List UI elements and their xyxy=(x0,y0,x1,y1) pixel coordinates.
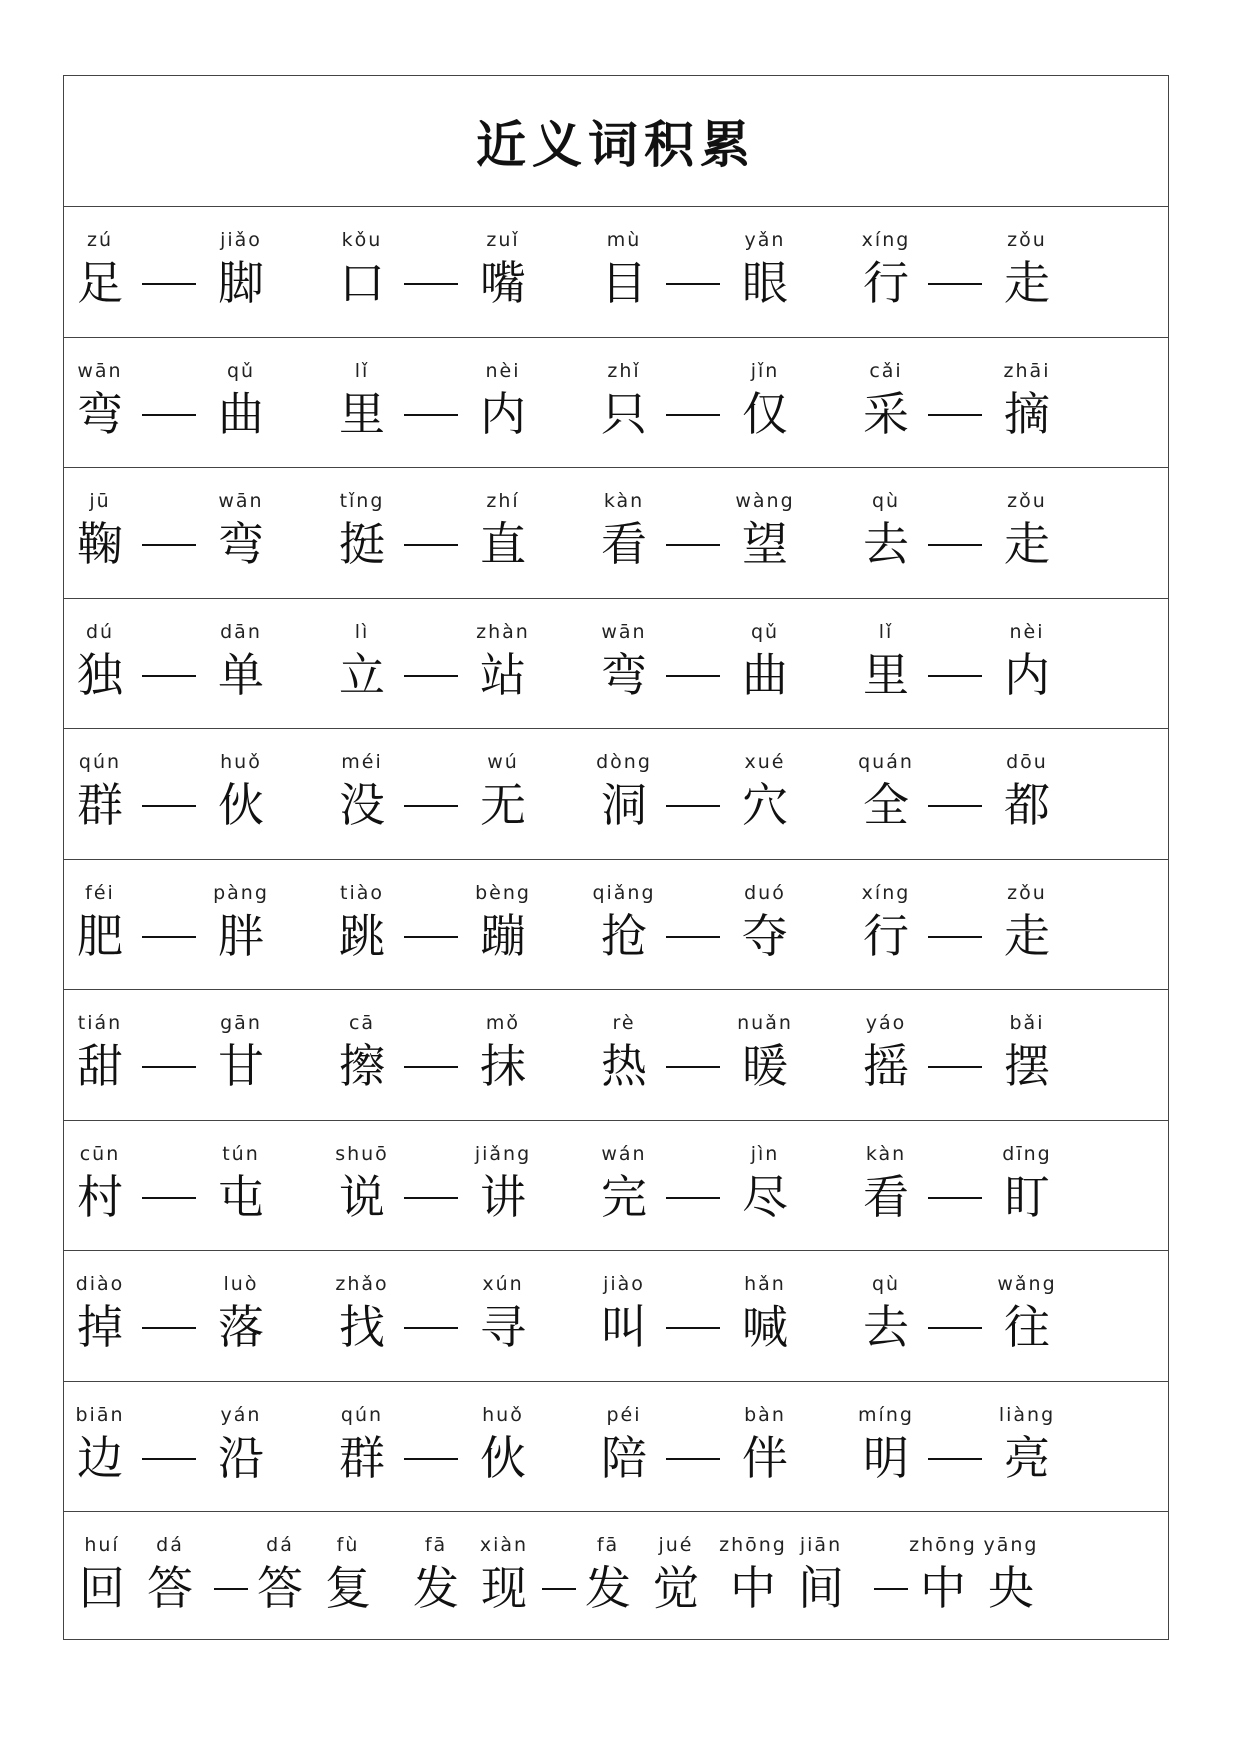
word-pair-row xyxy=(64,860,1168,991)
hanzi: 抢 xyxy=(601,908,647,963)
pinyin: wān xyxy=(77,359,123,382)
pinyin: jìn xyxy=(750,1142,780,1165)
pair-dash xyxy=(404,1066,458,1068)
hanzi: 穴 xyxy=(742,778,788,832)
hanzi: 独 xyxy=(77,647,123,702)
pair-dash xyxy=(142,414,196,416)
worksheet xyxy=(63,75,1169,1640)
hanzi: 央 xyxy=(988,1561,1034,1615)
pair-dash xyxy=(542,1588,576,1590)
hanzi: 里 xyxy=(339,386,385,441)
pinyin: pàng xyxy=(213,881,269,904)
pinyin: lǐ xyxy=(878,620,894,643)
pinyin: dú xyxy=(85,620,115,643)
hanzi: 陪 xyxy=(601,1430,647,1485)
title-row xyxy=(64,76,1168,207)
pair-dash xyxy=(404,1327,458,1329)
hanzi: 叫 xyxy=(601,1300,647,1354)
pinyin: hǎn xyxy=(744,1273,786,1295)
pinyin: liàng xyxy=(998,1403,1056,1426)
pair-dash xyxy=(928,675,982,677)
hanzi: 盯 xyxy=(1004,1169,1050,1224)
pair-dash xyxy=(666,1458,720,1460)
pinyin: jiān xyxy=(799,1534,843,1556)
pinyin: biān xyxy=(75,1403,125,1426)
pair-dash xyxy=(928,414,982,416)
pair-dash xyxy=(666,1327,720,1329)
hanzi: 复 xyxy=(325,1561,371,1615)
hanzi: 现 xyxy=(481,1561,527,1615)
hanzi: 落 xyxy=(218,1300,264,1354)
pinyin: quán xyxy=(858,751,914,773)
hanzi: 脚 xyxy=(218,256,264,310)
pinyin: cūn xyxy=(79,1142,121,1165)
pinyin: wàng xyxy=(735,490,795,512)
pair-dash xyxy=(928,936,982,938)
pinyin: yáo xyxy=(865,1012,907,1034)
pinyin: qǔ xyxy=(226,359,256,382)
pinyin: huǒ xyxy=(220,751,262,773)
pair-dash xyxy=(404,414,458,416)
pair-dash xyxy=(666,544,720,546)
pinyin: lǐ xyxy=(354,359,370,382)
pair-dash xyxy=(142,544,196,546)
pair-dash xyxy=(928,1066,982,1068)
hanzi: 暖 xyxy=(742,1039,788,1093)
pinyin: yāng xyxy=(983,1534,1039,1556)
pair-dash xyxy=(404,1458,458,1460)
hanzi: 采 xyxy=(863,386,909,441)
pinyin: jǐn xyxy=(750,359,780,382)
hanzi: 边 xyxy=(77,1430,123,1485)
pinyin: zǒu xyxy=(1007,229,1047,251)
hanzi: 寻 xyxy=(480,1300,526,1354)
pinyin: qù xyxy=(871,490,901,512)
pinyin: nuǎn xyxy=(737,1012,793,1034)
pair-dash xyxy=(142,805,196,807)
word-pair-rows xyxy=(64,207,1168,1643)
pinyin: mǒ xyxy=(485,1012,521,1034)
pinyin: qù xyxy=(871,1273,901,1295)
pair-dash xyxy=(928,1197,982,1199)
hanzi: 没 xyxy=(339,778,385,832)
hanzi: 掉 xyxy=(77,1300,123,1354)
pinyin: huǒ xyxy=(482,1403,524,1426)
hanzi: 抹 xyxy=(480,1039,526,1093)
pinyin: qún xyxy=(340,1403,384,1426)
hanzi: 明 xyxy=(863,1430,909,1485)
pinyin: bèng xyxy=(475,881,531,904)
hanzi: 摇 xyxy=(863,1039,909,1093)
pair-dash xyxy=(142,1327,196,1329)
pinyin: wǎng xyxy=(997,1273,1057,1295)
pair-dash xyxy=(404,936,458,938)
hanzi: 热 xyxy=(601,1039,647,1093)
hanzi: 口 xyxy=(339,256,385,310)
word-pair-row xyxy=(64,338,1168,469)
hanzi: 直 xyxy=(480,517,526,571)
pair-dash xyxy=(874,1588,908,1590)
hanzi: 喊 xyxy=(742,1300,788,1354)
hanzi: 沿 xyxy=(218,1430,264,1485)
hanzi: 走 xyxy=(1004,517,1050,571)
pinyin: zhàn xyxy=(476,620,530,643)
pinyin: tián xyxy=(77,1012,123,1034)
hanzi: 胖 xyxy=(218,908,264,963)
hanzi: 曲 xyxy=(742,647,788,702)
pinyin: féi xyxy=(85,881,115,904)
hanzi: 肥 xyxy=(77,908,123,963)
hanzi: 蹦 xyxy=(480,908,526,963)
hanzi: 擦 xyxy=(339,1039,385,1093)
pinyin: gān xyxy=(220,1012,262,1034)
hanzi: 内 xyxy=(1004,647,1050,702)
pair-dash xyxy=(666,936,720,938)
hanzi: 足 xyxy=(77,256,123,310)
hanzi: 夺 xyxy=(742,908,788,963)
hanzi: 看 xyxy=(601,517,647,571)
hanzi: 答 xyxy=(257,1561,303,1615)
pinyin: dīng xyxy=(1002,1142,1052,1165)
pinyin: méi xyxy=(341,751,383,773)
pinyin: rè xyxy=(612,1012,636,1034)
hanzi: 里 xyxy=(863,647,909,702)
pinyin: qún xyxy=(78,751,122,773)
pinyin: yán xyxy=(220,1403,262,1426)
hanzi: 弯 xyxy=(601,647,647,702)
hanzi: 都 xyxy=(1004,778,1050,832)
hanzi: 望 xyxy=(742,517,788,571)
hanzi: 完 xyxy=(601,1169,647,1224)
pair-dash xyxy=(666,1066,720,1068)
pinyin: xiàn xyxy=(479,1534,529,1556)
pair-dash xyxy=(928,283,982,285)
pair-dash xyxy=(142,1197,196,1199)
pinyin: tún xyxy=(222,1142,260,1165)
pinyin: kàn xyxy=(865,1142,907,1165)
pinyin: míng xyxy=(858,1403,914,1426)
hanzi: 走 xyxy=(1004,908,1050,963)
hanzi: 群 xyxy=(77,778,123,832)
pair-dash xyxy=(142,283,196,285)
pinyin: péi xyxy=(606,1403,642,1426)
hanzi: 跳 xyxy=(339,908,385,963)
pinyin: mù xyxy=(606,229,642,251)
hanzi: 觉 xyxy=(653,1561,699,1615)
hanzi: 说 xyxy=(339,1169,385,1224)
pair-dash xyxy=(928,544,982,546)
pair-dash xyxy=(666,675,720,677)
pinyin: dá xyxy=(156,1534,184,1556)
hanzi: 尽 xyxy=(742,1169,788,1224)
pinyin: zhōng xyxy=(909,1534,977,1556)
pinyin: kǒu xyxy=(341,229,383,251)
word-pair-row xyxy=(64,207,1168,338)
hanzi: 去 xyxy=(863,1300,909,1354)
pinyin: zuǐ xyxy=(486,229,520,251)
hanzi: 摆 xyxy=(1004,1039,1050,1093)
pinyin: xíng xyxy=(861,229,911,251)
pinyin: jū xyxy=(89,490,111,512)
pinyin: qǔ xyxy=(750,620,780,643)
hanzi: 立 xyxy=(339,647,385,702)
hanzi: 弯 xyxy=(77,386,123,441)
hanzi: 摘 xyxy=(1004,386,1050,441)
word-pair-row xyxy=(64,729,1168,860)
pinyin: jiǎo xyxy=(220,229,262,251)
pair-dash xyxy=(404,675,458,677)
pinyin: lì xyxy=(354,620,370,643)
pinyin: kàn xyxy=(603,490,645,512)
hanzi: 挺 xyxy=(339,517,385,571)
hanzi: 弯 xyxy=(218,517,264,571)
pinyin: xíng xyxy=(861,881,911,904)
pair-dash xyxy=(666,414,720,416)
hanzi: 内 xyxy=(480,386,526,441)
pinyin: wán xyxy=(601,1142,647,1165)
pinyin: qiǎng xyxy=(592,881,656,904)
pinyin: dá xyxy=(266,1534,294,1556)
pair-dash xyxy=(928,1458,982,1460)
pair-dash xyxy=(928,1327,982,1329)
hanzi: 嘴 xyxy=(480,256,526,310)
hanzi: 屯 xyxy=(218,1169,264,1224)
pinyin: bàn xyxy=(744,1403,786,1426)
word-pair-row xyxy=(64,1121,1168,1252)
hanzi: 回 xyxy=(79,1561,125,1615)
pinyin: jiào xyxy=(603,1273,645,1295)
page-title: 近义词积累 xyxy=(476,115,756,174)
hanzi: 无 xyxy=(480,778,526,832)
hanzi: 看 xyxy=(863,1169,909,1224)
hanzi: 眼 xyxy=(742,256,788,310)
pinyin: cā xyxy=(348,1012,376,1034)
pair-dash xyxy=(142,936,196,938)
pair-dash xyxy=(404,544,458,546)
pair-dash xyxy=(404,283,458,285)
hanzi: 中 xyxy=(920,1561,966,1615)
pinyin: fù xyxy=(336,1534,360,1556)
hanzi: 答 xyxy=(147,1561,193,1615)
pinyin: fā xyxy=(596,1534,620,1556)
pinyin: tiào xyxy=(340,881,384,904)
hanzi: 目 xyxy=(601,256,647,310)
pinyin: xué xyxy=(744,751,786,773)
word-pair-row xyxy=(64,990,1168,1121)
word-pair-row xyxy=(64,468,1168,599)
hanzi: 仅 xyxy=(742,386,788,441)
hanzi: 全 xyxy=(863,778,909,832)
hanzi: 伴 xyxy=(742,1430,788,1485)
hanzi: 走 xyxy=(1004,256,1050,310)
pinyin: luò xyxy=(223,1273,259,1295)
pinyin: tǐng xyxy=(339,490,385,512)
pinyin: duó xyxy=(744,881,786,904)
pair-dash xyxy=(666,805,720,807)
word-pair-row xyxy=(64,1382,1168,1513)
pinyin: zhǐ xyxy=(607,359,641,382)
pinyin: bǎi xyxy=(1009,1012,1045,1034)
pinyin: zǒu xyxy=(1007,881,1047,904)
hanzi: 伙 xyxy=(480,1430,526,1485)
pinyin: shuō xyxy=(335,1142,389,1165)
hanzi: 甘 xyxy=(218,1039,264,1093)
hanzi: 村 xyxy=(77,1169,123,1224)
pinyin: yǎn xyxy=(744,229,786,251)
hanzi: 伙 xyxy=(218,778,264,832)
pinyin: wān xyxy=(601,620,647,643)
pinyin: dān xyxy=(220,620,262,643)
pinyin: zhí xyxy=(486,490,520,512)
pinyin: zú xyxy=(86,229,113,251)
hanzi: 群 xyxy=(339,1430,385,1485)
word-pair-row xyxy=(64,1251,1168,1382)
hanzi: 行 xyxy=(863,908,909,963)
hanzi: 发 xyxy=(585,1561,631,1615)
hanzi: 讲 xyxy=(480,1169,526,1224)
pair-dash xyxy=(666,283,720,285)
pinyin: zhāi xyxy=(1003,359,1051,382)
hanzi: 间 xyxy=(798,1561,844,1615)
pinyin: huí xyxy=(84,1534,120,1556)
hanzi: 往 xyxy=(1004,1300,1050,1354)
pinyin: wú xyxy=(487,751,519,773)
hanzi: 站 xyxy=(480,647,526,702)
hanzi: 曲 xyxy=(218,386,264,441)
pinyin: diào xyxy=(75,1273,125,1295)
hanzi: 去 xyxy=(863,517,909,571)
hanzi: 甜 xyxy=(77,1039,123,1093)
pair-dash xyxy=(214,1588,248,1590)
pair-dash xyxy=(666,1197,720,1199)
hanzi: 中 xyxy=(730,1561,776,1615)
pair-dash xyxy=(404,1197,458,1199)
pair-dash xyxy=(142,675,196,677)
pair-dash xyxy=(142,1458,196,1460)
pinyin: nèi xyxy=(485,359,521,382)
pinyin: zǒu xyxy=(1007,490,1047,512)
pinyin: fā xyxy=(424,1534,448,1556)
pair-dash xyxy=(928,805,982,807)
pinyin: wān xyxy=(218,490,264,512)
pinyin: jiǎng xyxy=(474,1142,532,1165)
pinyin: dòng xyxy=(596,751,652,773)
hanzi: 单 xyxy=(218,647,264,702)
hanzi: 亮 xyxy=(1004,1430,1050,1485)
word-pair-row xyxy=(64,599,1168,730)
pinyin: nèi xyxy=(1009,620,1045,643)
pinyin: zhǎo xyxy=(335,1273,389,1295)
word-pair-row-compound xyxy=(64,1512,1168,1643)
hanzi: 鞠 xyxy=(77,517,123,571)
pinyin: jué xyxy=(658,1534,694,1556)
pinyin: xún xyxy=(482,1273,524,1295)
pinyin: zhōng xyxy=(719,1534,787,1556)
hanzi: 只 xyxy=(601,386,647,441)
pinyin: dōu xyxy=(1006,751,1048,773)
pinyin: cǎi xyxy=(869,359,903,382)
hanzi: 找 xyxy=(339,1300,385,1354)
pair-dash xyxy=(142,1066,196,1068)
pair-dash xyxy=(404,805,458,807)
hanzi: 洞 xyxy=(601,778,647,832)
hanzi: 发 xyxy=(413,1561,459,1615)
hanzi: 行 xyxy=(863,256,909,310)
